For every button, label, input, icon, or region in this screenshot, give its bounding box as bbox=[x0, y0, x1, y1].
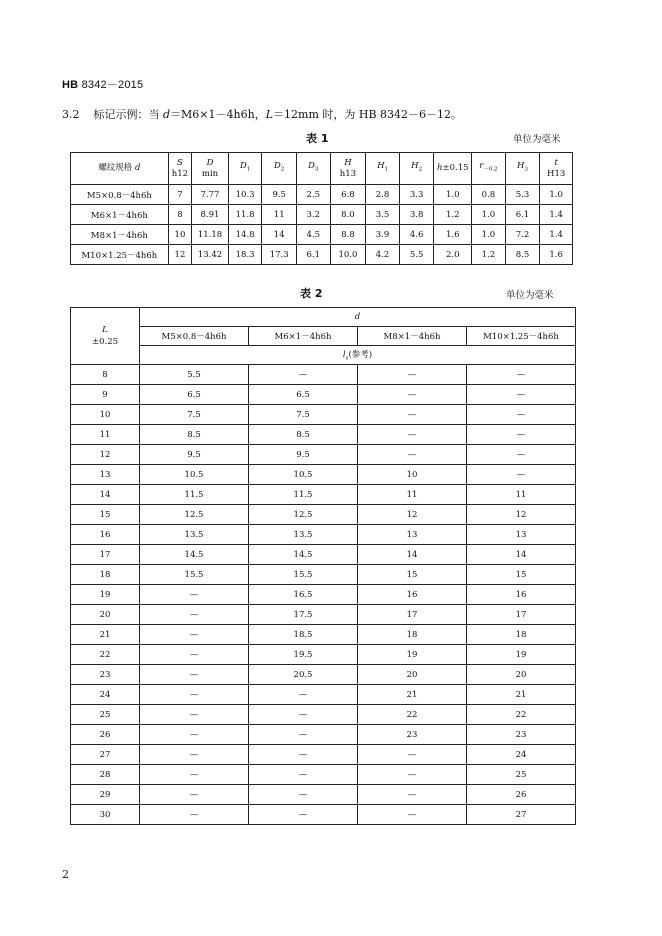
table-cell: 3.2 bbox=[297, 205, 331, 225]
table-cell: — bbox=[140, 685, 249, 705]
table-row bbox=[71, 785, 576, 805]
table-cell: 10 bbox=[168, 225, 191, 245]
table-cell: 13.5 bbox=[140, 525, 249, 545]
para-var-d: d bbox=[163, 108, 171, 121]
t2-ref-header: $l_s$(参考) bbox=[140, 346, 576, 365]
table-cell: 12.5 bbox=[140, 505, 249, 525]
table-row bbox=[71, 245, 573, 265]
table1-body bbox=[71, 185, 573, 265]
table-cell: 17.5 bbox=[249, 605, 358, 625]
table-row bbox=[71, 565, 576, 585]
table-cell: 1.0 bbox=[472, 225, 506, 245]
standard-number: 8342－2015 bbox=[81, 79, 144, 91]
table-cell: 16 bbox=[467, 585, 576, 605]
t2-corner-cell bbox=[71, 308, 140, 365]
page-number: 2 bbox=[62, 868, 69, 881]
table-cell: — bbox=[358, 425, 467, 445]
table-row bbox=[71, 445, 576, 465]
table-cell: 8.91 bbox=[192, 205, 229, 225]
table-cell: 8.8 bbox=[330, 225, 366, 245]
t1-header-cell: $r_{-0.2}$ bbox=[472, 153, 506, 185]
table-cell: 13 bbox=[467, 525, 576, 545]
table-cell: 10.5 bbox=[249, 465, 358, 485]
table-row bbox=[71, 685, 576, 705]
t1-header-cell: $H_2$ bbox=[399, 153, 434, 185]
para-text-1: 标记示例：当 bbox=[93, 108, 163, 121]
table-cell: — bbox=[140, 765, 249, 785]
table-cell: — bbox=[358, 785, 467, 805]
marking-example-paragraph bbox=[62, 106, 462, 122]
table-cell: 22 bbox=[358, 705, 467, 725]
table-cell: 3.5 bbox=[366, 205, 400, 225]
table-cell: 14.8 bbox=[228, 225, 262, 245]
table-cell: 7.77 bbox=[192, 185, 229, 205]
t2-spec-header-cell: M10×1.25－4h6h bbox=[467, 327, 576, 346]
table-cell: — bbox=[140, 665, 249, 685]
table-2 bbox=[70, 307, 576, 825]
table-cell: 23 bbox=[467, 725, 576, 745]
table-cell: 9.5 bbox=[140, 445, 249, 465]
table2-caption: 表 2 bbox=[300, 287, 323, 300]
table-row bbox=[71, 705, 576, 725]
table-cell: — bbox=[249, 725, 358, 745]
table-row bbox=[71, 765, 576, 785]
table-row bbox=[71, 585, 576, 605]
table-cell: 16 bbox=[71, 525, 140, 545]
table1-unit: 单位为毫米 bbox=[513, 134, 561, 145]
t1-header-cell: D min bbox=[192, 153, 229, 185]
table-cell: 19 bbox=[467, 645, 576, 665]
table-cell: 19.5 bbox=[249, 645, 358, 665]
table-cell: 2.5 bbox=[297, 185, 331, 205]
t1-header-cell: S h12 bbox=[168, 153, 191, 185]
table-cell: 14 bbox=[358, 545, 467, 565]
table-cell: 1.4 bbox=[540, 205, 573, 225]
table-cell: 21 bbox=[71, 625, 140, 645]
table-cell: — bbox=[140, 625, 249, 645]
table-cell: — bbox=[249, 685, 358, 705]
table-cell: 25 bbox=[71, 705, 140, 725]
t2-spec-header-cell: M8×1－4h6h bbox=[358, 327, 467, 346]
table2-body bbox=[71, 365, 576, 825]
table-cell: 17.3 bbox=[262, 245, 297, 265]
table-row bbox=[71, 805, 576, 825]
table-cell: 20.5 bbox=[249, 665, 358, 685]
table-cell: M6×1－4h6h bbox=[71, 205, 169, 225]
table-cell: 12.5 bbox=[249, 505, 358, 525]
table-cell: 8 bbox=[168, 205, 191, 225]
table-cell: 15 bbox=[467, 565, 576, 585]
table-cell: 13.5 bbox=[249, 525, 358, 545]
table-cell: — bbox=[467, 445, 576, 465]
table-cell: — bbox=[249, 705, 358, 725]
table-cell: 10.0 bbox=[330, 245, 366, 265]
table-cell: 1.2 bbox=[434, 205, 472, 225]
table-cell: 6.5 bbox=[140, 385, 249, 405]
table-cell: 10.5 bbox=[140, 465, 249, 485]
table-cell: 20 bbox=[358, 665, 467, 685]
table-cell: 12 bbox=[358, 505, 467, 525]
table-cell: 7.5 bbox=[140, 405, 249, 425]
table-row bbox=[71, 425, 576, 445]
table-cell: — bbox=[358, 405, 467, 425]
table-cell: 10.3 bbox=[228, 185, 262, 205]
table-cell: 30 bbox=[71, 805, 140, 825]
table-cell: 17 bbox=[467, 605, 576, 625]
para-var-L: L bbox=[265, 108, 274, 121]
table-row bbox=[71, 485, 576, 505]
table-row bbox=[71, 205, 573, 225]
table-cell: 4.2 bbox=[366, 245, 400, 265]
table-cell: — bbox=[249, 785, 358, 805]
table-cell: — bbox=[249, 805, 358, 825]
table-cell: — bbox=[358, 445, 467, 465]
table-cell: 9.5 bbox=[249, 445, 358, 465]
t1-header-cell: t H13 bbox=[540, 153, 573, 185]
table-row bbox=[71, 725, 576, 745]
table-cell: 26 bbox=[71, 725, 140, 745]
table-cell: M10×1.25－4h6h bbox=[71, 245, 169, 265]
table-cell: — bbox=[140, 785, 249, 805]
table-cell: 24 bbox=[71, 685, 140, 705]
t2-d-header: d bbox=[140, 308, 576, 327]
table-cell: — bbox=[467, 405, 576, 425]
t2-spec-header-row bbox=[71, 327, 576, 346]
table-cell: 10 bbox=[358, 465, 467, 485]
table-cell: 12 bbox=[168, 245, 191, 265]
table-cell: 28 bbox=[71, 765, 140, 785]
table-row bbox=[71, 385, 576, 405]
table-cell: 12 bbox=[71, 445, 140, 465]
table-cell: — bbox=[358, 745, 467, 765]
para-text-2: ＝M6×1－4h6h， bbox=[170, 108, 266, 121]
table-row bbox=[71, 185, 573, 205]
para-text-3: ＝12mm 时，为 HB 8342－6－12。 bbox=[273, 108, 463, 121]
table-cell: 1.2 bbox=[472, 245, 506, 265]
table-row bbox=[71, 625, 576, 645]
table-cell: 18 bbox=[467, 625, 576, 645]
table-cell: — bbox=[467, 385, 576, 405]
table-cell: 1.6 bbox=[540, 245, 573, 265]
table-cell: 23 bbox=[71, 665, 140, 685]
table-cell: 22 bbox=[71, 645, 140, 665]
table-row bbox=[71, 365, 576, 385]
table-cell: 11 bbox=[358, 485, 467, 505]
table-cell: 27 bbox=[467, 805, 576, 825]
table-cell: 11.8 bbox=[228, 205, 262, 225]
table-row bbox=[71, 745, 576, 765]
table-cell: — bbox=[140, 585, 249, 605]
table-cell: — bbox=[140, 725, 249, 745]
table-row bbox=[71, 505, 576, 525]
table-cell: 9.5 bbox=[262, 185, 297, 205]
table-cell: 17 bbox=[358, 605, 467, 625]
table-cell: 26 bbox=[467, 785, 576, 805]
t1-header-cell: 螺纹规格 d bbox=[71, 153, 169, 185]
table-cell: 13 bbox=[71, 465, 140, 485]
table-cell: 11 bbox=[467, 485, 576, 505]
table-1 bbox=[70, 152, 573, 265]
table-cell: 6.5 bbox=[249, 385, 358, 405]
table-cell: 11.18 bbox=[192, 225, 229, 245]
table-cell: — bbox=[358, 365, 467, 385]
t1-header-cell: $D_3$ bbox=[297, 153, 331, 185]
table-cell: 11 bbox=[71, 425, 140, 445]
table-cell: 3.3 bbox=[399, 185, 434, 205]
table-cell: 15.5 bbox=[249, 565, 358, 585]
table-cell: 11.5 bbox=[249, 485, 358, 505]
t2-corner-tol: ±0.25 bbox=[91, 337, 119, 347]
table-cell: 11.5 bbox=[140, 485, 249, 505]
table-cell: 5.5 bbox=[140, 365, 249, 385]
table-cell: 0.8 bbox=[472, 185, 506, 205]
table-cell: 1.0 bbox=[472, 205, 506, 225]
table-cell: 5.3 bbox=[505, 185, 540, 205]
t2-spec-header-cell: M6×1－4h6h bbox=[249, 327, 358, 346]
table-cell: 14 bbox=[467, 545, 576, 565]
table-row bbox=[71, 525, 576, 545]
table-cell: 6.1 bbox=[505, 205, 540, 225]
table-cell: 7.2 bbox=[505, 225, 540, 245]
table-cell: 1.6 bbox=[434, 225, 472, 245]
t1-header-cell: $D_2$ bbox=[262, 153, 297, 185]
table-cell: 1.0 bbox=[540, 185, 573, 205]
table-cell: — bbox=[467, 465, 576, 485]
t1-header-cell: H h13 bbox=[330, 153, 366, 185]
table-cell: 14 bbox=[71, 485, 140, 505]
table-cell: 14.5 bbox=[140, 545, 249, 565]
table-cell: 16 bbox=[358, 585, 467, 605]
table-cell: 14.5 bbox=[249, 545, 358, 565]
table-cell: 8 bbox=[71, 365, 140, 385]
table-cell: 21 bbox=[467, 685, 576, 705]
table-cell: — bbox=[140, 645, 249, 665]
table-cell: — bbox=[140, 705, 249, 725]
table-cell: 6.8 bbox=[330, 185, 366, 205]
table-cell: 8.0 bbox=[330, 205, 366, 225]
table-cell: M8×1－4h6h bbox=[71, 225, 169, 245]
table-cell: 11 bbox=[262, 205, 297, 225]
table-row bbox=[71, 465, 576, 485]
t1-header-cell: $H_3$ bbox=[505, 153, 540, 185]
table-cell: 15.5 bbox=[140, 565, 249, 585]
t2-spec-header-cell: M5×0.8－4h6h bbox=[140, 327, 249, 346]
table-cell: 18 bbox=[358, 625, 467, 645]
table-cell: 16.5 bbox=[249, 585, 358, 605]
table-cell: M5×0.8－4h6h bbox=[71, 185, 169, 205]
table-cell: 3.9 bbox=[366, 225, 400, 245]
table-cell: 10 bbox=[71, 405, 140, 425]
table-cell: 8.5 bbox=[249, 425, 358, 445]
table-row bbox=[71, 605, 576, 625]
table-cell: 20 bbox=[467, 665, 576, 685]
table-cell: 4.6 bbox=[399, 225, 434, 245]
table-cell: 1.4 bbox=[540, 225, 573, 245]
t1-header-cell: $H_1$ bbox=[366, 153, 400, 185]
table-cell: 13 bbox=[358, 525, 467, 545]
table-cell: — bbox=[140, 805, 249, 825]
standard-code: HB bbox=[62, 79, 79, 91]
table-cell: 15 bbox=[358, 565, 467, 585]
table-cell: 21 bbox=[358, 685, 467, 705]
table-row bbox=[71, 405, 576, 425]
table-cell: 24 bbox=[467, 745, 576, 765]
table-cell: 6.1 bbox=[297, 245, 331, 265]
table2-unit: 单位为毫米 bbox=[506, 290, 554, 301]
t1-header-cell: h±0.15 bbox=[434, 153, 472, 185]
table-cell: 8.5 bbox=[140, 425, 249, 445]
table-cell: — bbox=[140, 745, 249, 765]
table-cell: 8.5 bbox=[505, 245, 540, 265]
table-cell: 22 bbox=[467, 705, 576, 725]
table-cell: 18.3 bbox=[228, 245, 262, 265]
table-cell: 7.5 bbox=[249, 405, 358, 425]
table-row bbox=[71, 225, 573, 245]
table-cell: 23 bbox=[358, 725, 467, 745]
table-cell: 13.42 bbox=[192, 245, 229, 265]
table-cell: 19 bbox=[358, 645, 467, 665]
table-cell: 25 bbox=[467, 765, 576, 785]
table-cell: 7 bbox=[168, 185, 191, 205]
table-row bbox=[71, 665, 576, 685]
table-cell: 18 bbox=[71, 565, 140, 585]
t2-corner-L: L bbox=[102, 325, 108, 335]
table-cell: 12 bbox=[467, 505, 576, 525]
clause-number: 3.2 bbox=[62, 108, 80, 121]
table1-caption: 表 1 bbox=[306, 132, 329, 145]
table-cell: 2.0 bbox=[434, 245, 472, 265]
table-cell: — bbox=[249, 765, 358, 785]
table-cell: — bbox=[467, 425, 576, 445]
table-cell: — bbox=[358, 765, 467, 785]
table-cell: 5.5 bbox=[399, 245, 434, 265]
table-row bbox=[71, 645, 576, 665]
table-cell: 9 bbox=[71, 385, 140, 405]
table-cell: — bbox=[358, 385, 467, 405]
table-cell: 14 bbox=[262, 225, 297, 245]
t1-header-cell: $D_1$ bbox=[228, 153, 262, 185]
table-cell: — bbox=[358, 805, 467, 825]
table-cell: 20 bbox=[71, 605, 140, 625]
table-cell: 1.0 bbox=[434, 185, 472, 205]
table-cell: 19 bbox=[71, 585, 140, 605]
table-cell: — bbox=[249, 365, 358, 385]
table-cell: — bbox=[467, 365, 576, 385]
document-header bbox=[62, 76, 143, 92]
table-cell: — bbox=[140, 605, 249, 625]
table-cell: 18.5 bbox=[249, 625, 358, 645]
table-cell: 3.8 bbox=[399, 205, 434, 225]
table-cell: — bbox=[249, 745, 358, 765]
table-cell: 15 bbox=[71, 505, 140, 525]
table1-header-row bbox=[71, 153, 573, 185]
table-row bbox=[71, 545, 576, 565]
table-cell: 2.8 bbox=[366, 185, 400, 205]
table-cell: 29 bbox=[71, 785, 140, 805]
table-cell: 27 bbox=[71, 745, 140, 765]
table-cell: 17 bbox=[71, 545, 140, 565]
table-cell: 4.5 bbox=[297, 225, 331, 245]
